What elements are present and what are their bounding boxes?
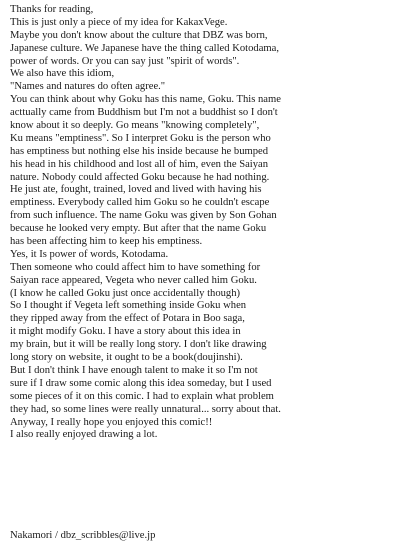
note-line: Ku means "emptiness". So I interpret Goku is the person who: [10, 132, 271, 144]
note-line: some pieces of it on this comic. I had to explain what problem: [10, 390, 274, 402]
note-line: long story on website, it ought to be a book(doujinshi).: [10, 352, 243, 364]
note-line: sure if I draw some comic along this idea someday, but I used: [10, 377, 272, 389]
note-line: Thanks for reading,: [10, 4, 94, 15]
note-line: "Names and natures do often agree.": [10, 81, 166, 93]
note-line: from such influence. The name Goku was given by Son Gohan: [10, 210, 277, 222]
note-line: my brain, but it will be really long story. I don't like drawing: [10, 339, 267, 351]
note-line: it might modify Goku. I have a story about this idea in: [10, 326, 241, 338]
note-line: We also have this idiom,: [10, 68, 115, 80]
note-line: Saiyan race appeared, Vegeta who never called him Goku.: [10, 274, 257, 286]
note-line: Anyway, I really hope you enjoyed this comic!!: [10, 416, 213, 428]
note-line: emptiness. Everybody called him Goku so he couldn't escape: [10, 197, 270, 209]
note-line: But I don't think I have enough talent to make it so I'm not: [10, 364, 258, 376]
note-line: power of words. Or you can say just "spirit of words".: [10, 55, 240, 67]
note-line: I also really enjoyed drawing a lot.: [10, 429, 158, 441]
note-line: know about it so deeply. Go means "knowing completely",: [10, 120, 260, 132]
note-line: Japanese culture. We Japanese have the thing called Kotodama,: [10, 42, 279, 54]
note-line: his head in his childhood and lost all of him, even the Saiyan: [10, 158, 269, 170]
author-signature: Nakamori / dbz_scribbles@live.jp: [10, 530, 156, 541]
note-line: Then someone who could affect him to have something for: [10, 261, 261, 273]
note-line: Maybe you don't know about the culture that DBZ was born,: [10, 29, 268, 41]
note-line: This is just only a piece of my idea for KakaxVege.: [10, 16, 228, 28]
author-note-body: [10, 4, 396, 442]
note-line: they ripped away from the effect of Potara in Boo saga,: [10, 313, 245, 325]
note-line: has emptiness but nothing else his inside because he bumped: [10, 145, 269, 157]
note-line: Yes, it Is power of words, Kotodama.: [10, 248, 169, 260]
note-line: You can think about why Goku has this name, Goku. This name: [10, 94, 281, 106]
note-line: nature. Nobody could affected Goku because he had nothing.: [10, 171, 270, 183]
note-line: He just ate, fought, trained, loved and lived with having his: [10, 184, 262, 196]
note-line: So I thought if Vegeta left something inside Goku when: [10, 300, 247, 312]
note-line: because he looked very empty. But after that the name Goku: [10, 223, 267, 235]
note-line: they had, so some lines were really unnatural... sorry about that.: [10, 403, 281, 415]
note-line: (I know he called Goku just once accidentally though): [10, 287, 241, 299]
note-line: acttually came from Buddhism but I'm not a buddhist so I don't: [10, 107, 278, 119]
note-line: has been affecting him to keep his emptiness.: [10, 236, 203, 248]
